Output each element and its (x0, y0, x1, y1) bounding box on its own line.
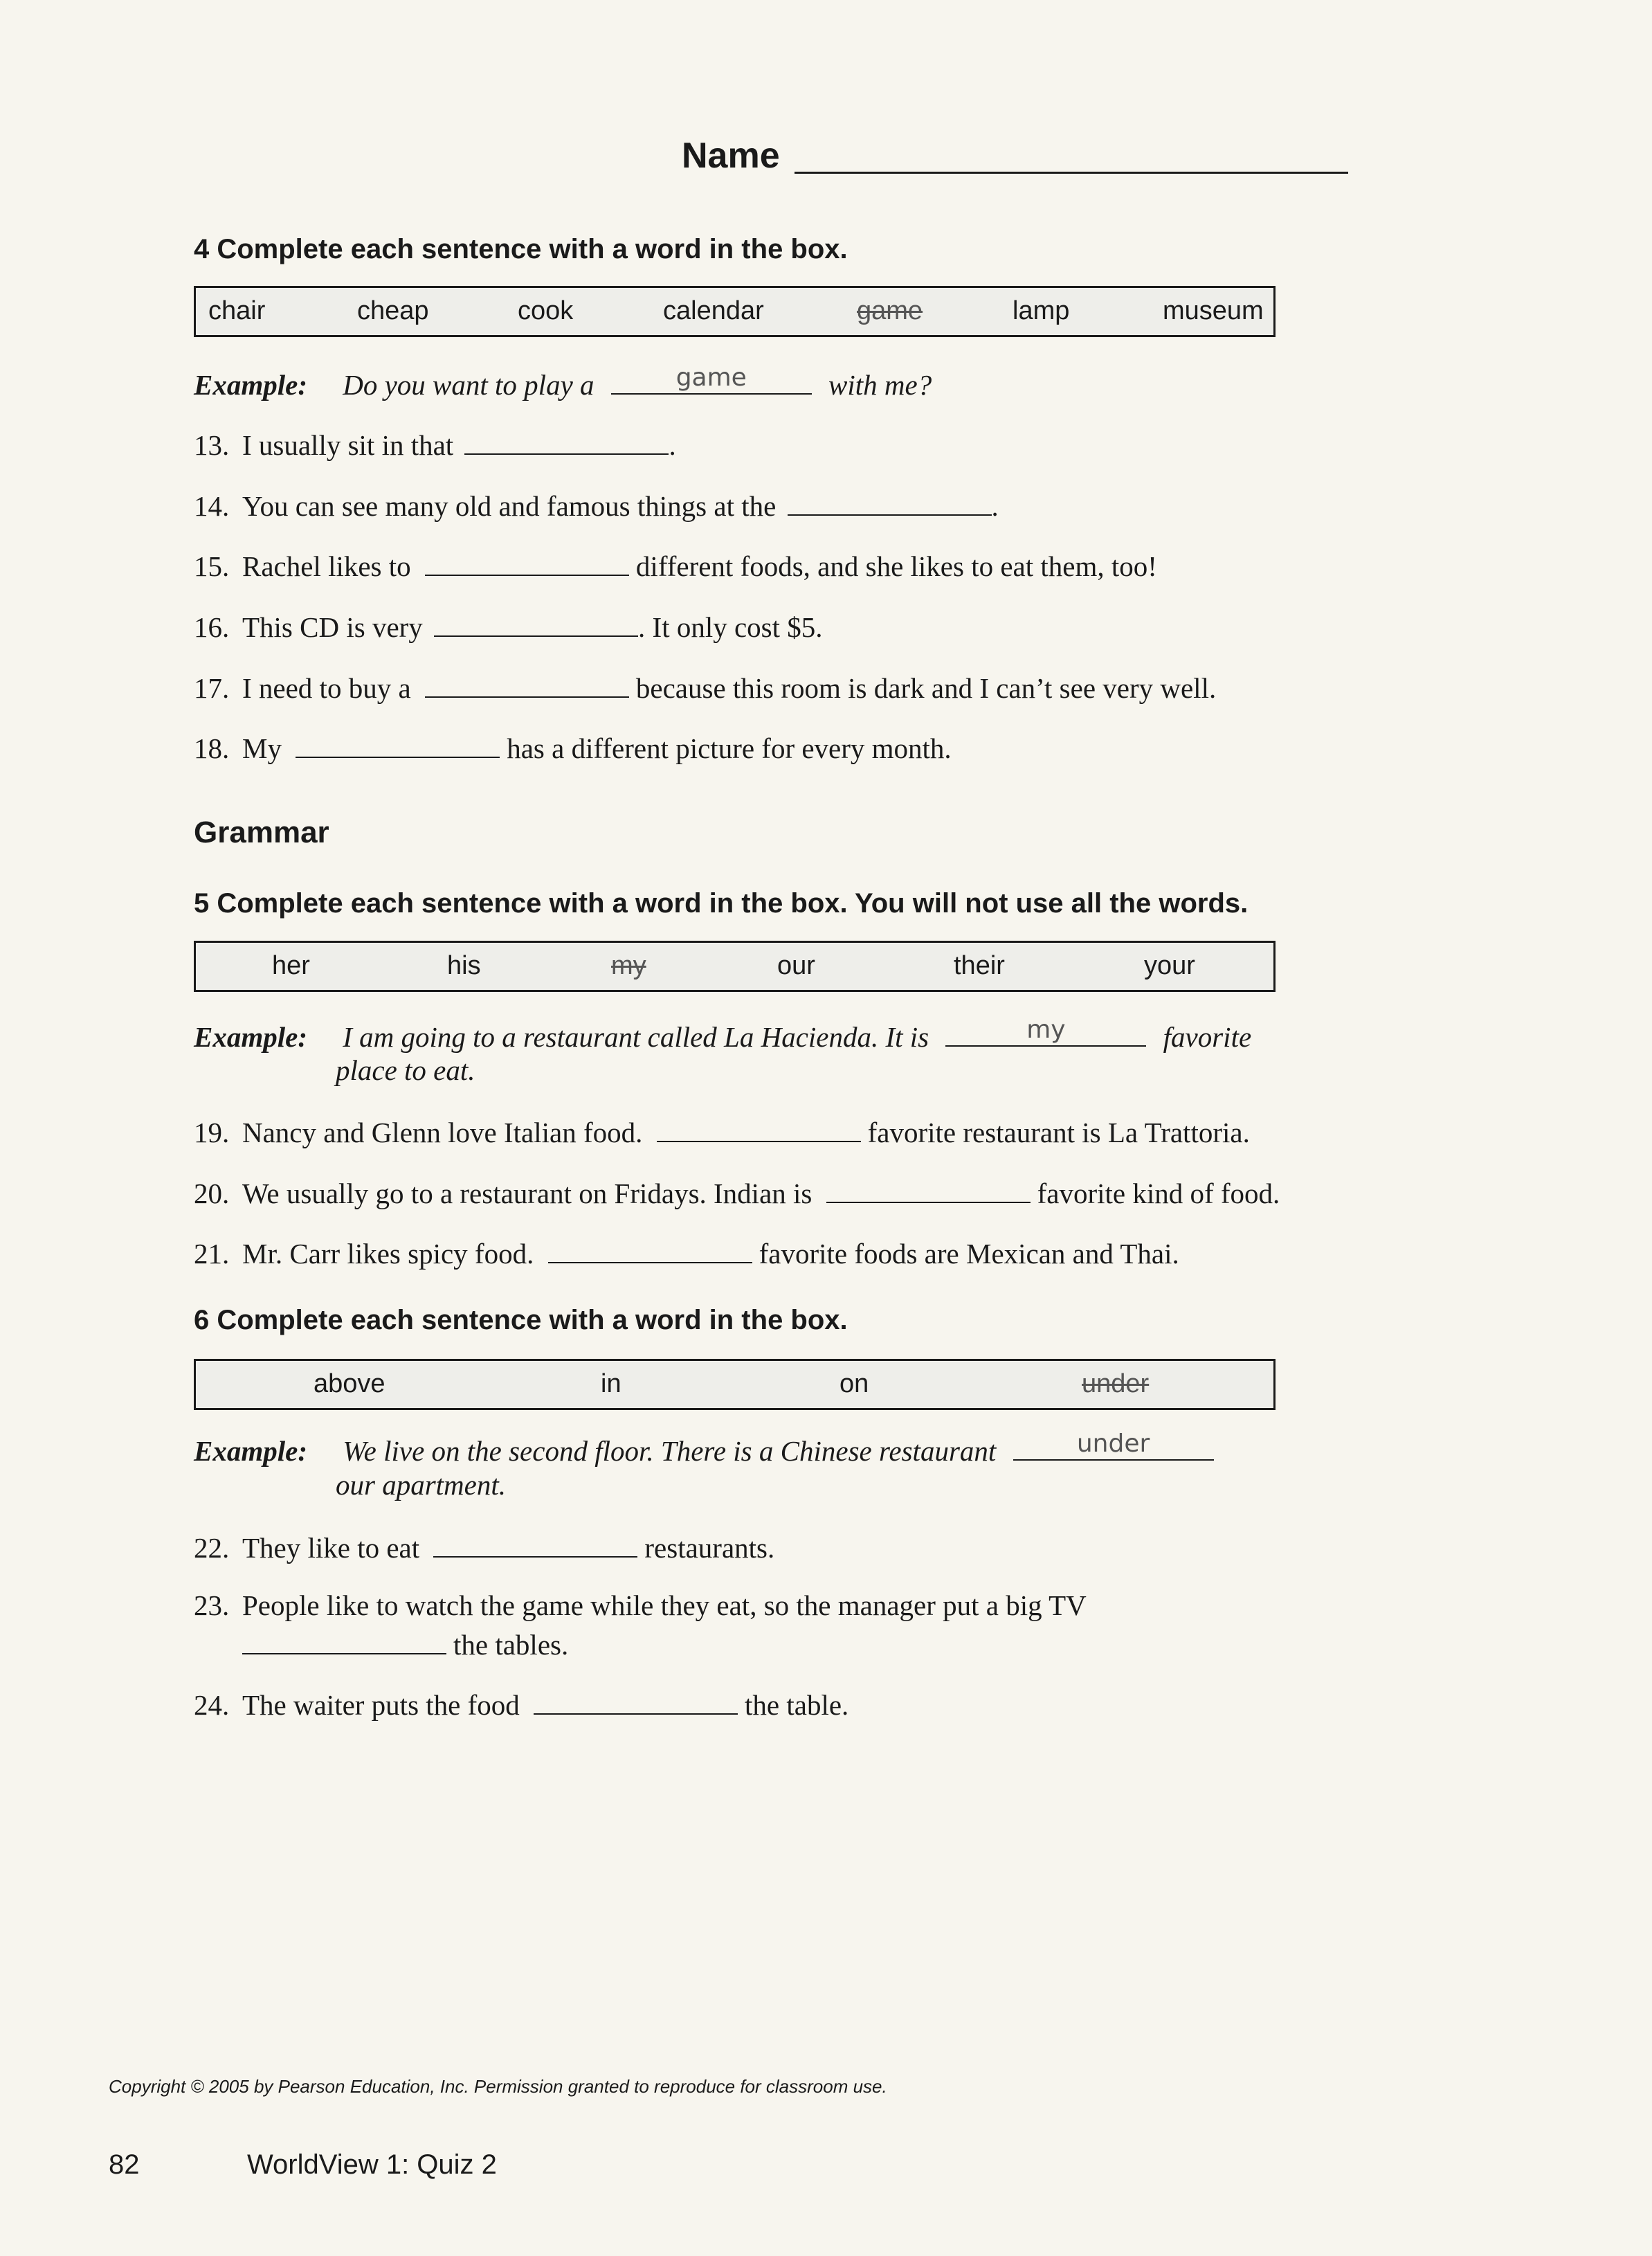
answer-blank[interactable] (433, 1528, 637, 1558)
answer-blank[interactable] (425, 547, 629, 576)
example-6-line-2: our apartment. (336, 1469, 506, 1501)
question-text: Rachel likes to (242, 550, 411, 582)
question-number: 23. (194, 1589, 230, 1621)
section-4-heading: 4 Complete each sentence with a word in the box. (194, 234, 848, 264)
question-text: The waiter puts the food (242, 1689, 520, 1721)
word-box-section-6 (194, 1359, 1276, 1410)
box-word-used: my (611, 951, 646, 980)
question-text: favorite foods are Mexican and Thai. (759, 1238, 1179, 1270)
box-word: your (1144, 951, 1195, 980)
answer-blank[interactable] (826, 1174, 1031, 1203)
question-20 (194, 1174, 1280, 1210)
question-text: Mr. Carr likes spicy food. (242, 1238, 534, 1270)
box-word-used: game (857, 296, 923, 325)
example-text: with me? (828, 369, 932, 401)
answer-blank[interactable] (242, 1625, 446, 1654)
example-6 (194, 1429, 1214, 1468)
grammar-title: Grammar (194, 815, 329, 849)
question-19 (194, 1113, 1250, 1149)
question-text: favorite restaurant is La Trattoria. (867, 1117, 1250, 1148)
box-word: in (601, 1369, 621, 1398)
question-text: . (669, 429, 676, 461)
box-word: chair (208, 296, 266, 325)
example-answer-blank (945, 1018, 1146, 1047)
handwritten-answer: under (1076, 1429, 1150, 1458)
box-word: calendar (663, 296, 764, 325)
question-23-line-2 (242, 1625, 568, 1661)
question-text: You can see many old and famous things at the (242, 490, 777, 522)
question-text: I need to buy a (242, 672, 411, 704)
box-word-used: under (1082, 1369, 1150, 1398)
answer-blank[interactable] (534, 1686, 738, 1715)
question-21 (194, 1234, 1179, 1270)
question-number: 24. (194, 1689, 230, 1721)
question-text: I usually sit in that (242, 429, 454, 461)
page-number: 82 (109, 2149, 140, 2180)
question-13 (194, 426, 676, 462)
box-word: our (777, 951, 815, 980)
box-word: his (447, 951, 481, 980)
question-number: 14. (194, 490, 230, 522)
question-text: restaurants. (644, 1532, 775, 1564)
section-6-heading: 6 Complete each sentence with a word in the box. (194, 1305, 848, 1335)
question-text: . It only cost $5. (638, 611, 823, 643)
question-15 (194, 547, 1157, 583)
question-17 (194, 669, 1216, 705)
example-answer-blank (611, 363, 812, 395)
question-24 (194, 1686, 848, 1722)
example-text: Do you want to play a (343, 369, 594, 401)
copyright-notice: Copyright © 2005 by Pearson Education, Inc. Permission granted to reproduce for classroom use. (109, 2076, 887, 2097)
question-number: 20. (194, 1177, 230, 1209)
question-23 (194, 1589, 1087, 1622)
answer-blank[interactable] (657, 1113, 861, 1142)
example-5-line-2: place to eat. (336, 1054, 475, 1086)
question-text: different foods, and she likes to eat them, too! (635, 550, 1157, 582)
question-number: 13. (194, 429, 230, 461)
example-answer-blank (1013, 1429, 1214, 1461)
example-label: Example: (194, 369, 307, 401)
example-4 (194, 363, 932, 401)
question-number: 19. (194, 1117, 230, 1148)
question-text: . (991, 490, 999, 522)
word-box-section-4 (194, 286, 1276, 337)
question-22 (194, 1528, 774, 1564)
box-word: their (954, 951, 1005, 980)
word-box-section-5 (194, 941, 1276, 992)
question-number: 22. (194, 1532, 230, 1564)
example-text: favorite (1163, 1021, 1252, 1053)
box-word: museum (1163, 296, 1264, 325)
example-text: I am going to a restaurant called La Hacienda. It is (343, 1021, 929, 1053)
question-number: 16. (194, 611, 230, 643)
example-text: We live on the second floor. There is a Chinese restaurant (343, 1435, 997, 1467)
question-text: They like to eat (242, 1532, 420, 1564)
answer-blank[interactable] (434, 608, 638, 637)
question-text: the tables. (453, 1629, 569, 1661)
question-text: the table. (745, 1689, 849, 1721)
question-text: because this room is dark and I can’t see very well. (635, 672, 1217, 704)
question-number: 21. (194, 1238, 230, 1270)
box-word: her (272, 951, 310, 980)
example-label: Example: (194, 1021, 307, 1053)
box-word: lamp (1013, 296, 1070, 325)
question-text: We usually go to a restaurant on Fridays. Indian is (242, 1177, 813, 1209)
box-word: cook (518, 296, 574, 325)
section-5-heading: 5 Complete each sentence with a word in the box. You will not use all the words. (194, 888, 1249, 919)
book-title: WorldView 1: Quiz 2 (247, 2149, 497, 2180)
answer-blank[interactable] (548, 1234, 752, 1263)
answer-blank[interactable] (788, 487, 992, 516)
answer-blank[interactable] (296, 729, 500, 758)
question-text: favorite kind of food. (1037, 1177, 1280, 1209)
name-label: Name (682, 136, 780, 176)
question-16 (194, 608, 823, 644)
question-text: Nancy and Glenn love Italian food. (242, 1117, 643, 1148)
question-text: has a different picture for every month. (507, 732, 952, 764)
handwritten-answer: my (1026, 1016, 1066, 1044)
question-14 (194, 487, 999, 523)
question-text: This CD is very (242, 611, 423, 643)
box-word: on (839, 1369, 869, 1398)
question-number: 17. (194, 672, 230, 704)
box-word: cheap (357, 296, 429, 325)
answer-blank[interactable] (425, 669, 629, 698)
question-text: People like to watch the game while they eat, so the manager put a big TV (242, 1589, 1087, 1621)
example-5 (194, 1018, 1251, 1054)
question-text: My (242, 732, 282, 764)
handwritten-answer: game (675, 363, 747, 392)
question-number: 15. (194, 550, 230, 582)
question-18 (194, 729, 952, 765)
question-number: 18. (194, 732, 230, 764)
answer-blank[interactable] (464, 426, 669, 455)
name-field[interactable] (795, 172, 1348, 174)
example-label: Example: (194, 1435, 307, 1467)
box-word: above (314, 1369, 385, 1398)
